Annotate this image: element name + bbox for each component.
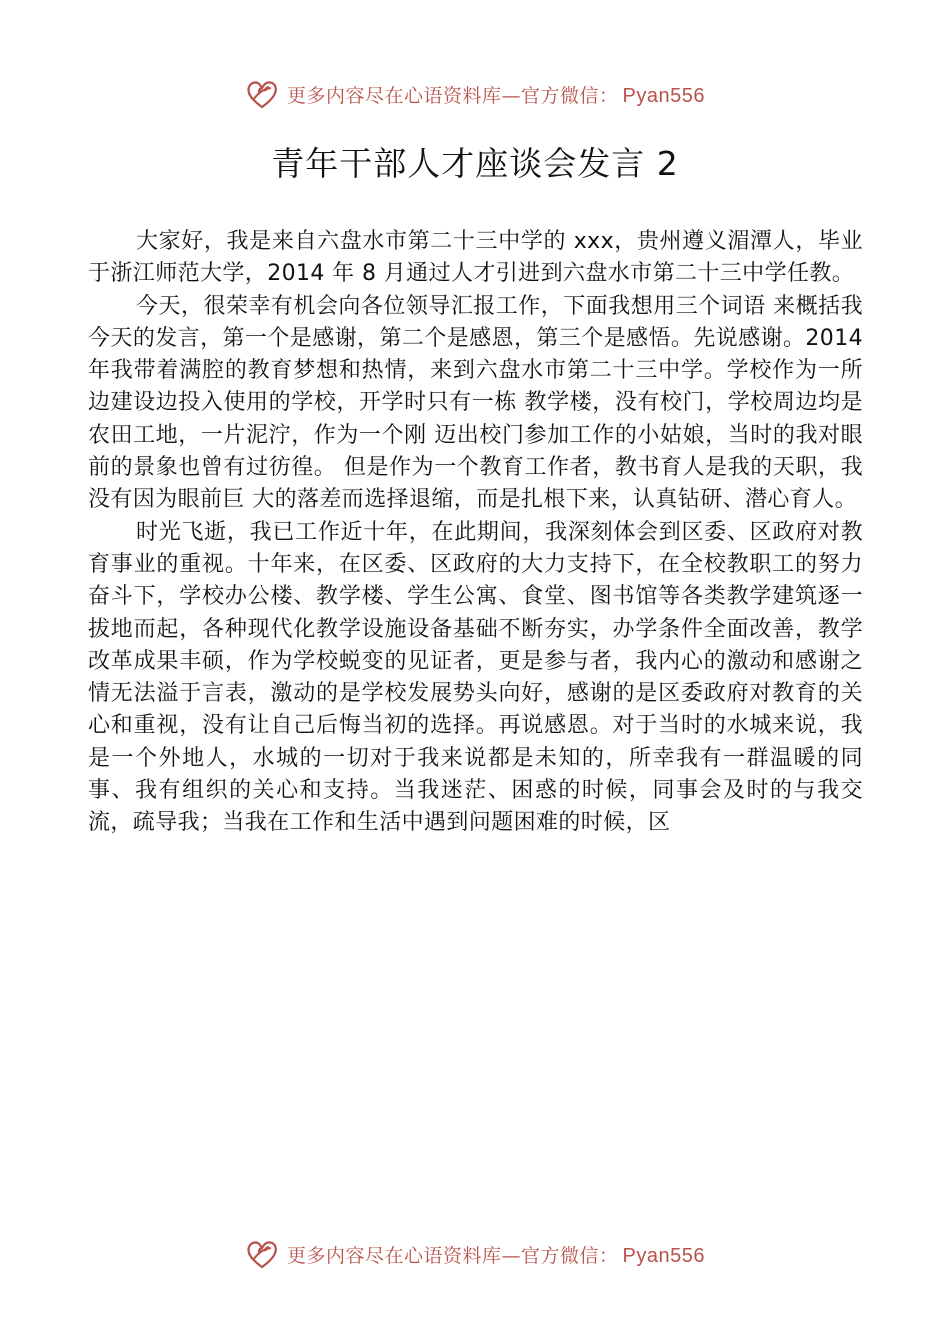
banner-text [287,1241,705,1268]
footer-banner [0,1232,950,1276]
banner-caption: 更多内容尽在心语资料库—官方微信： [287,84,619,107]
paragraph-1: 大家好，我是来自六盘水市第二十三中学的 xxx，贵州遵义湄潭人，毕业于浙江师范大学，2014 年 8 月通过人才引进到六盘水市第二十三中学任教。 [88,229,863,287]
heart-leaf-logo-icon [245,1237,279,1271]
page-title: 青年干部人才座谈会发言 2 [271,144,679,183]
paragraph-3: 时光飞逝，我已工作近十年，在此期间，我深刻体会到区委、区政府对教育事业的重视。十年来，在区委、区政府的大力支持下，在全校教职工的努力奋斗下，学校办公楼、教学楼、学生公寓、食堂、图书馆等各类教学建筑逐一拔地而起，各种现代化教学设施设备基础不断夯实，办学条件全面改善，教学改革成果丰硕，作为学校蜕变的见证者，更是参与者，我内心的激动和感谢之情无法溢于言表，激动的是学校发展势头向好，感谢的是区委政府对教育的关心和重视，没有让自己后悔当初的选择。再说感恩。对于当时的水城来说，我是一个外地人，水城的一切对于我来说都是未知的，所幸我有一群温暖的同事、我有组织的关心和支持。当我迷茫、困惑的时候，同事会及时的与我交流，疏导我；当我在工作和生活中遇到问题困难的时候，区 [88,519,863,836]
banner-text [287,81,705,108]
wechat-id: Pyan556 [622,84,705,107]
paragraph-2: 今天，很荣幸有机会向各位领导汇报工作，下面我想用三个词语 来概括我今天的发言，第一个是感谢，第二个是感恩，第三个是感悟。先说感谢。2014 年我带着满腔的教育梦想和热情，来到六盘水市第二十三中学。学校作为一所边建设边投入使用的学校，开学时只有一栋 教学楼，没有校门，学校周边均是农田工地，一片泥泞，作为一个刚 迈出校门参加工作的小姑娘，当时的我对眼前的景象也曾有过彷徨。 但是作为一个教育工作者，教书育人是我的天职，我没有因为眼前巨 大的落差而选择退缩，而是扎根下来，认真钻研、潜心育人。 [88,293,863,513]
wechat-id: Pyan556 [622,1244,705,1267]
banner-caption: 更多内容尽在心语资料库—官方微信： [287,1244,619,1267]
header-banner [0,72,950,116]
heart-leaf-logo-icon [245,77,279,111]
document-body [88,226,863,840]
